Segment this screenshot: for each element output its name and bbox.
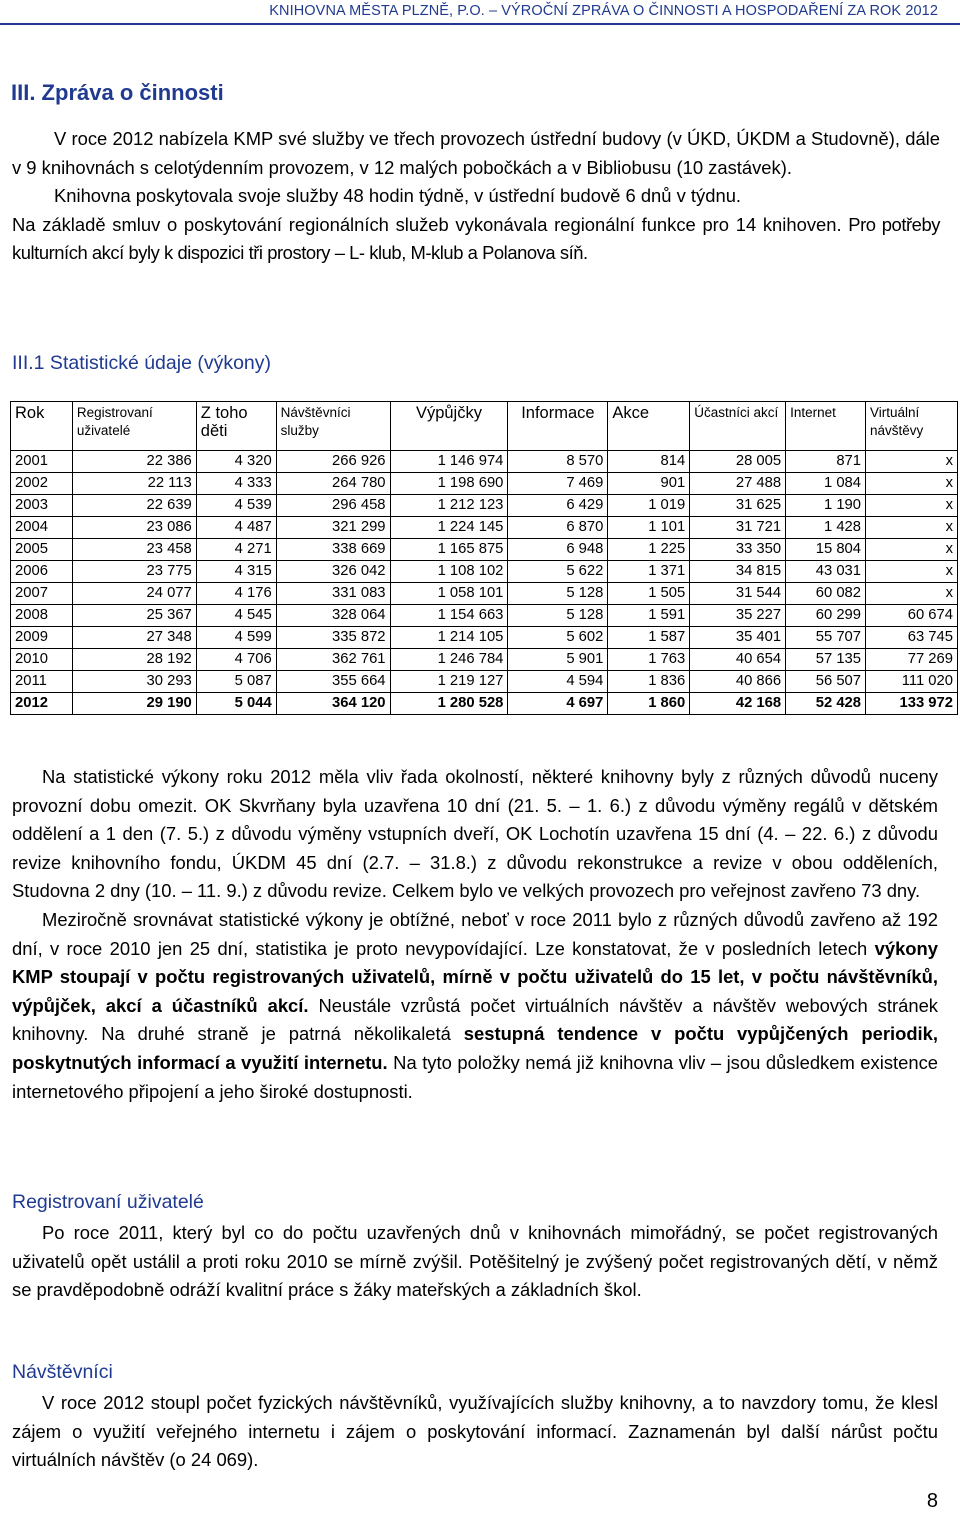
table-row: [11, 583, 958, 605]
table-cell: 2004: [11, 517, 73, 539]
visitors-text: V roce 2012 stoupl počet fyzických návštěvníků, využívajících služby knihovny, a to navzdory tomu, že klesl zájem o využití veřejného internetu i zájem o poskytování informací. Zaznamenán byl další nárůst počtu virtuálních návštěv (o 24 069).: [12, 1392, 938, 1471]
table-cell: 4 599: [196, 627, 276, 649]
table-cell: 25 367: [72, 605, 196, 627]
table-cell: 1 224 145: [390, 517, 508, 539]
commentary-paragraph-2: [12, 906, 938, 1106]
table-cell: 331 083: [276, 583, 390, 605]
table-cell: 23 086: [72, 517, 196, 539]
table-cell: 4 545: [196, 605, 276, 627]
table-cell: 60 674: [866, 605, 958, 627]
table-cell: 321 299: [276, 517, 390, 539]
table-cell: 5 602: [508, 627, 608, 649]
table-cell: 2003: [11, 495, 73, 517]
table-cell: 5 044: [196, 693, 276, 715]
header-rule: [0, 23, 960, 25]
table-cell: 2008: [11, 605, 73, 627]
table-cell: 1 212 123: [390, 495, 508, 517]
table-cell: 901: [608, 473, 690, 495]
table-cell: x: [866, 561, 958, 583]
table-cell: 23 458: [72, 539, 196, 561]
table-cell: 2002: [11, 473, 73, 495]
table-cell: x: [866, 517, 958, 539]
table-row: [11, 451, 958, 473]
commentary-bold-growth: výkony KMP stoupají v počtu registrovaných uživatelů, mírně v počtu uživatelů do 15 let, v počtu návštěvníků, výpůjček, akcí a účastníků akcí.: [12, 937, 938, 1016]
table-cell: 55 707: [786, 627, 866, 649]
table-cell: 2005: [11, 539, 73, 561]
statistics-subtitle: III.1 Statistické údaje (výkony): [12, 352, 272, 374]
table-cell: 31 625: [690, 495, 786, 517]
table-cell: 2011: [11, 671, 73, 693]
commentary-text-a: Meziročně srovnávat statistické výkony je obtížné, neboť v roce 2011 bylo z různých důvodů zavřeno až 192 dní, v roce 2010 jen 25 dní, statistika je proto nevypovídající. Lze konstatovat, že v posledních letech: [12, 908, 938, 959]
table-cell: 1 428: [786, 517, 866, 539]
table-cell: 5 622: [508, 561, 608, 583]
table-cell: 4 539: [196, 495, 276, 517]
table-cell: 1 587: [608, 627, 690, 649]
table-cell: 56 507: [786, 671, 866, 693]
page-number: 8: [926, 1490, 938, 1512]
column-header-children: Z toho děti: [196, 402, 276, 451]
table-cell: 27 348: [72, 627, 196, 649]
table-cell: 1 371: [608, 561, 690, 583]
table-cell: 1 198 690: [390, 473, 508, 495]
table-cell: 1 058 101: [390, 583, 508, 605]
table-cell: 1 763: [608, 649, 690, 671]
table-cell: 42 168: [690, 693, 786, 715]
column-header-internet: Internet: [786, 402, 866, 451]
table-row: [11, 627, 958, 649]
table-cell: 4 271: [196, 539, 276, 561]
commentary-paragraph-1: Na statistické výkony roku 2012 měla vliv řada okolností, některé knihovny byly z různých důvodů nuceny provozní dobu omezit. OK Skvrňany byla uzavřena 10 dní (21. 5. – 1. 6.) z důvodu výměny regálů v dětském oddělení a 1 den (7. 5.) z důvodu výměny vstupních dveří, OK Lochotín uzavřena 15 dní (4. – 22. 6.) z důvodu revize knihovního fondu, ÚKDM 45 dní (2.7. – 31.8.) z důvodu rekonstrukce a revize v obou odděleních, Studovna 2 dny (10. – 11. 9.) z důvodu revize. Celkem bylo ve velkých provozech pro veřejnost zavřeno 73 dny.: [12, 766, 938, 902]
table-cell: 34 815: [690, 561, 786, 583]
table-cell: 60 299: [786, 605, 866, 627]
table-cell: 28 192: [72, 649, 196, 671]
table-cell: 4 176: [196, 583, 276, 605]
intro-paragraph-2: Knihovna poskytovala svoje služby 48 hodin týdně, v ústřední budově 6 dnů v týdnu.: [54, 185, 742, 207]
table-row: [11, 693, 958, 715]
table-row: [11, 517, 958, 539]
table-cell: 6 870: [508, 517, 608, 539]
table-cell: 8 570: [508, 451, 608, 473]
intro-paragraph-4: Pro potřeby kulturních akcí byly k dispozici tři prostory – L- klub, M-klub a Polanova síň.: [12, 213, 940, 264]
column-header-year: Rok: [11, 402, 73, 451]
column-header-registered: Registrovaní uživatelé: [72, 402, 196, 451]
table-cell: 1 860: [608, 693, 690, 715]
statistics-table: [10, 401, 958, 715]
table-cell: 1 219 127: [390, 671, 508, 693]
table-cell: 364 120: [276, 693, 390, 715]
table-cell: 1 146 974: [390, 451, 508, 473]
table-cell: x: [866, 473, 958, 495]
commentary-text-c: Neustále vzrůstá počet virtuálních návštěv a návštěv webových stránek knihovny. Na druhé straně je patrná několikaletá: [12, 994, 938, 1045]
table-cell: 296 458: [276, 495, 390, 517]
table-cell: 1 836: [608, 671, 690, 693]
table-cell: 5 128: [508, 583, 608, 605]
table-cell: 6 948: [508, 539, 608, 561]
section-title: III. Zpráva o činnosti: [11, 80, 224, 105]
table-row: [11, 671, 958, 693]
running-header: KNIHOVNA MĚSTA PLZNĚ, P.O. – VÝROČNÍ ZPRÁVA O ČINNOSTI A HOSPODAŘENÍ ZA ROK 2012: [269, 3, 938, 19]
table-cell: 2012: [11, 693, 73, 715]
table-cell: 326 042: [276, 561, 390, 583]
table-cell: 57 135: [786, 649, 866, 671]
table-cell: 15 804: [786, 539, 866, 561]
table-cell: 2010: [11, 649, 73, 671]
table-cell: 1 101: [608, 517, 690, 539]
table-cell: 1 246 784: [390, 649, 508, 671]
table-cell: x: [866, 451, 958, 473]
table-cell: 30 293: [72, 671, 196, 693]
table-cell: 1 225: [608, 539, 690, 561]
table-cell: 22 639: [72, 495, 196, 517]
table-cell: 814: [608, 451, 690, 473]
table-row: [11, 539, 958, 561]
table-cell: 35 401: [690, 627, 786, 649]
table-body: [11, 451, 958, 715]
table-cell: 4 315: [196, 561, 276, 583]
table-cell: 1 591: [608, 605, 690, 627]
table-cell: 27 488: [690, 473, 786, 495]
table-cell: 4 697: [508, 693, 608, 715]
table-cell: 31 721: [690, 517, 786, 539]
table-row: [11, 649, 958, 671]
table-cell: 43 031: [786, 561, 866, 583]
table-cell: 871: [786, 451, 866, 473]
table-cell: 2007: [11, 583, 73, 605]
table-cell: x: [866, 539, 958, 561]
table-cell: 23 775: [72, 561, 196, 583]
table-cell: 264 780: [276, 473, 390, 495]
table-cell: 1 108 102: [390, 561, 508, 583]
table-cell: 1 505: [608, 583, 690, 605]
table-cell: 338 669: [276, 539, 390, 561]
table-cell: 1 154 663: [390, 605, 508, 627]
table-cell: 52 428: [786, 693, 866, 715]
table-cell: 22 113: [72, 473, 196, 495]
table-cell: 2006: [11, 561, 73, 583]
table-cell: 362 761: [276, 649, 390, 671]
table-cell: 2001: [11, 451, 73, 473]
table-cell: 4 333: [196, 473, 276, 495]
table-cell: 1 214 105: [390, 627, 508, 649]
table-cell: 5 128: [508, 605, 608, 627]
table-cell: 1 084: [786, 473, 866, 495]
table-cell: 28 005: [690, 451, 786, 473]
column-header-information: Informace: [508, 402, 608, 451]
table-cell: x: [866, 583, 958, 605]
table-cell: 31 544: [690, 583, 786, 605]
table-cell: 328 064: [276, 605, 390, 627]
registered-users-text: Po roce 2011, který byl co do počtu uzavřených dnů v knihovnách mimořádný, se počet registrovaných uživatelů opět ustálil a proti roku 2010 se mírně zvýšil. Potěšitelný je zvýšený počet registrovaných dětí, v němž se pravděpodobně odráží kvalitní práce s žáky mateřských a základních škol.: [12, 1222, 938, 1301]
table-cell: 33 350: [690, 539, 786, 561]
table-cell: 1 280 528: [390, 693, 508, 715]
table-cell: 335 872: [276, 627, 390, 649]
table-cell: 4 320: [196, 451, 276, 473]
column-header-events: Akce: [608, 402, 690, 451]
table-cell: 22 386: [72, 451, 196, 473]
table-cell: 133 972: [866, 693, 958, 715]
table-cell: 4 487: [196, 517, 276, 539]
intro-paragraph-3: Na základě smluv o poskytování regionálních služeb vykonávala regionální funkce pro 14 knihoven.: [12, 213, 842, 235]
table-cell: 1 165 875: [390, 539, 508, 561]
table-cell: 5 087: [196, 671, 276, 693]
commentary-block: [12, 763, 938, 1106]
table-cell: 111 020: [866, 671, 958, 693]
column-header-loans: Výpůjčky: [390, 402, 508, 451]
table-cell: 35 227: [690, 605, 786, 627]
table-cell: 63 745: [866, 627, 958, 649]
table-cell: 5 901: [508, 649, 608, 671]
table-cell: 24 077: [72, 583, 196, 605]
table-cell: 4 594: [508, 671, 608, 693]
table-cell: 266 926: [276, 451, 390, 473]
table-row: [11, 495, 958, 517]
table-cell: 29 190: [72, 693, 196, 715]
table-cell: 60 082: [786, 583, 866, 605]
table-header-row: [11, 402, 958, 451]
column-header-participants: Účastníci akcí: [690, 402, 786, 451]
intro-paragraph-1: V roce 2012 nabízela KMP své služby ve třech provozech ústřední budovy (v ÚKD, ÚKDM a Studovně), dále v 9 knihovnách s celotýdenním provozem, v 12 malých pobočkách a v Bibliobusu (10 zastávek).: [12, 128, 940, 178]
column-header-visitors: Návštěvníci služby: [276, 402, 390, 451]
table-row: [11, 473, 958, 495]
commentary-bold-decline: sestupná tendence v počtu vypůjčených periodik, poskytnutých informací a využití internetu.: [12, 1023, 938, 1073]
table-cell: 1 019: [608, 495, 690, 517]
registered-users-heading: Registrovaní uživatelé: [12, 1191, 204, 1213]
table-cell: 355 664: [276, 671, 390, 693]
table-cell: 4 706: [196, 649, 276, 671]
table-cell: 77 269: [866, 649, 958, 671]
table-row: [11, 605, 958, 627]
table-row: [11, 561, 958, 583]
table-cell: 7 469: [508, 473, 608, 495]
table-cell: 2009: [11, 627, 73, 649]
table-cell: 40 654: [690, 649, 786, 671]
table-cell: 1 190: [786, 495, 866, 517]
intro-paragraph-3-wrap: [12, 211, 940, 268]
table-cell: 6 429: [508, 495, 608, 517]
table-cell: 40 866: [690, 671, 786, 693]
visitors-heading: Návštěvníci: [12, 1361, 113, 1383]
commentary-text-e: Na tyto položky nemá již knihovna vliv – jsou důsledkem existence internetového připojení a jeho široké dostupnosti.: [12, 1051, 939, 1102]
table-cell: x: [866, 495, 958, 517]
column-header-virtual: Virtuální návštěvy: [866, 402, 958, 451]
intro-block: [12, 125, 940, 268]
